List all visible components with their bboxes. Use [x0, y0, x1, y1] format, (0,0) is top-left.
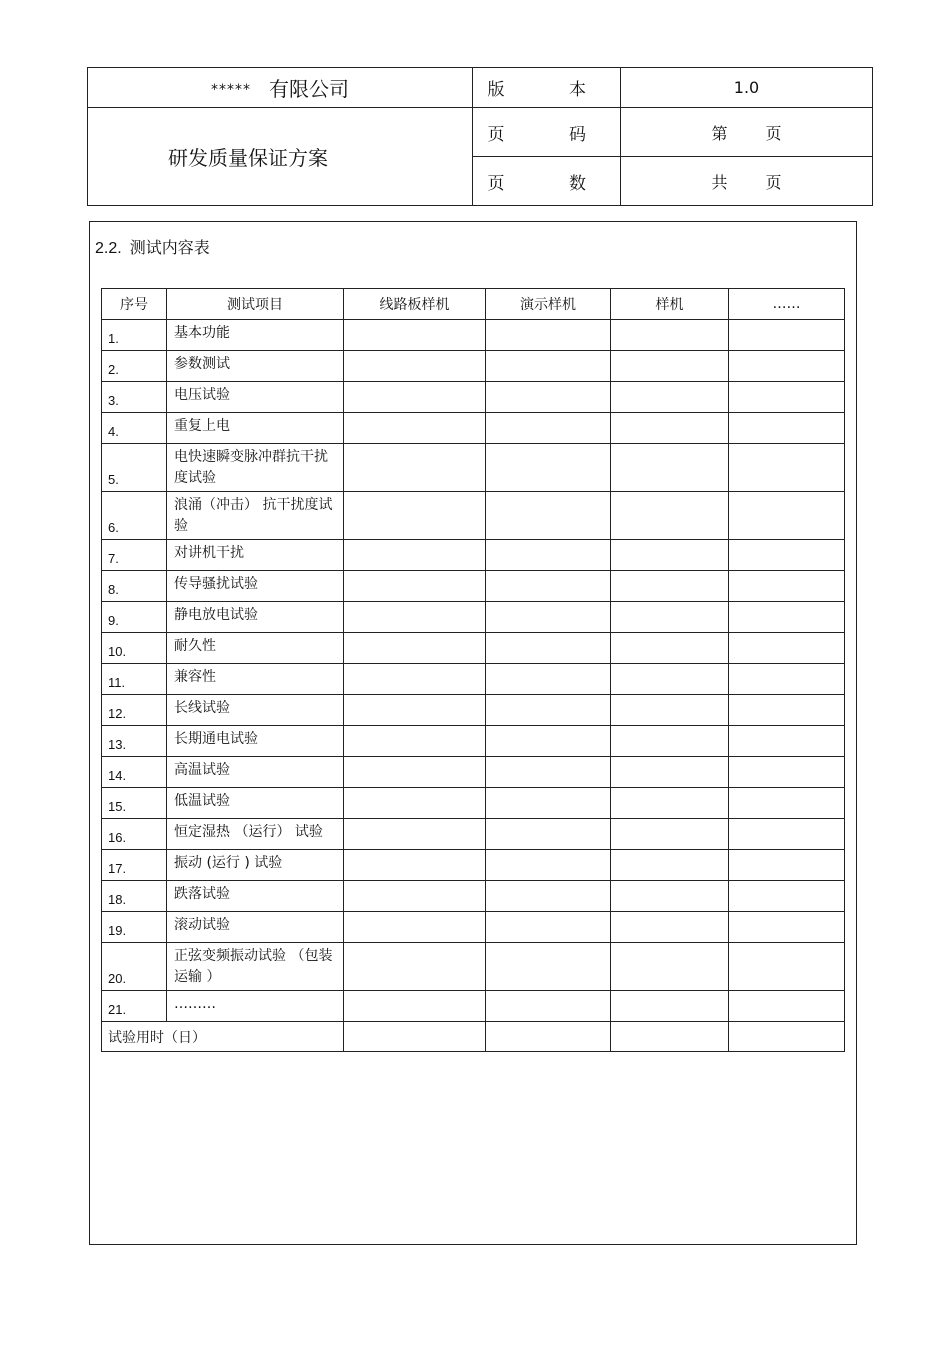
table-cell — [611, 695, 729, 726]
table-cell — [486, 492, 611, 540]
document-header — [87, 67, 873, 206]
table-row — [102, 571, 845, 602]
table-cell — [344, 695, 486, 726]
row-number: 19. — [102, 912, 167, 943]
table-cell — [486, 726, 611, 757]
table-cell — [486, 819, 611, 850]
company-name — [88, 68, 473, 108]
table-cell — [486, 351, 611, 382]
row-number: 8. — [102, 571, 167, 602]
table-cell — [611, 664, 729, 695]
version-value: 1.0 — [621, 68, 873, 108]
table-cell — [729, 664, 845, 695]
table-cell — [344, 881, 486, 912]
table-cell — [486, 1022, 611, 1052]
table-cell — [611, 991, 729, 1022]
test-item: 静电放电试验 — [167, 602, 344, 633]
test-item: 电快速瞬变脉冲群抗干扰度试验 — [167, 444, 344, 492]
table-row — [102, 382, 845, 413]
row-number: 12. — [102, 695, 167, 726]
table-footer-row — [102, 1022, 845, 1052]
table-cell — [611, 571, 729, 602]
test-item: 兼容性 — [167, 664, 344, 695]
table-cell — [486, 633, 611, 664]
table-cell — [486, 320, 611, 351]
version-label: 版 本 — [473, 68, 621, 108]
row-number: 9. — [102, 602, 167, 633]
table-row — [102, 664, 845, 695]
table-cell — [486, 991, 611, 1022]
table-cell — [344, 413, 486, 444]
table-cell — [344, 991, 486, 1022]
table-cell — [344, 757, 486, 788]
table-cell — [344, 602, 486, 633]
row-number: 3. — [102, 382, 167, 413]
test-item: 正弦变频振动试验 （包装运输 ） — [167, 943, 344, 991]
row-number: 20. — [102, 943, 167, 991]
table-cell — [486, 881, 611, 912]
table-cell — [344, 850, 486, 881]
test-item: 重复上电 — [167, 413, 344, 444]
table-row — [102, 881, 845, 912]
table-cell — [611, 881, 729, 912]
table-cell — [486, 382, 611, 413]
table-row — [102, 912, 845, 943]
table-cell — [344, 540, 486, 571]
table-cell — [729, 540, 845, 571]
test-item: 基本功能 — [167, 320, 344, 351]
test-item: 高温试验 — [167, 757, 344, 788]
table-row — [102, 726, 845, 757]
column-header: …… — [729, 289, 845, 320]
company-stars: ***** — [211, 82, 251, 98]
table-cell — [611, 943, 729, 991]
table-cell — [729, 571, 845, 602]
test-item: 参数测试 — [167, 351, 344, 382]
test-item: 长期通电试验 — [167, 726, 344, 757]
table-cell — [611, 850, 729, 881]
page-count-label: 页 数 — [473, 157, 621, 206]
table-cell — [611, 912, 729, 943]
table-row — [102, 991, 845, 1022]
table-row — [102, 943, 845, 991]
table-cell — [344, 351, 486, 382]
table-row — [102, 351, 845, 382]
table-cell — [344, 664, 486, 695]
table-cell — [486, 602, 611, 633]
row-number: 13. — [102, 726, 167, 757]
table-cell — [729, 881, 845, 912]
test-item: 振动 (运行 ) 试验 — [167, 850, 344, 881]
table-row — [102, 492, 845, 540]
table-cell — [344, 726, 486, 757]
table-cell — [486, 850, 611, 881]
table-cell — [611, 757, 729, 788]
table-cell — [344, 633, 486, 664]
table-cell — [729, 726, 845, 757]
table-cell — [344, 320, 486, 351]
table-cell — [344, 943, 486, 991]
test-item: 电压试验 — [167, 382, 344, 413]
table-cell — [344, 382, 486, 413]
table-cell — [486, 413, 611, 444]
table-cell — [729, 413, 845, 444]
column-header: 线路板样机 — [344, 289, 486, 320]
table-row — [102, 444, 845, 492]
table-cell — [486, 571, 611, 602]
table-cell — [729, 757, 845, 788]
table-row — [102, 633, 845, 664]
table-cell — [729, 602, 845, 633]
table-cell — [729, 912, 845, 943]
table-row — [102, 850, 845, 881]
table-cell — [344, 444, 486, 492]
table-cell — [611, 492, 729, 540]
table-cell — [729, 320, 845, 351]
row-number: 16. — [102, 819, 167, 850]
row-number: 15. — [102, 788, 167, 819]
table-cell — [729, 633, 845, 664]
test-item: 恒定湿热 （运行） 试验 — [167, 819, 344, 850]
table-row — [102, 695, 845, 726]
table-cell — [611, 633, 729, 664]
row-number: 18. — [102, 881, 167, 912]
test-item: 耐久性 — [167, 633, 344, 664]
document-title: 研发质量保证方案 — [88, 108, 473, 206]
column-header: 测试项目 — [167, 289, 344, 320]
table-row — [102, 540, 845, 571]
table-cell — [729, 850, 845, 881]
table-cell — [611, 602, 729, 633]
table-row — [102, 602, 845, 633]
table-header-row — [102, 289, 845, 320]
page-number-value: 第 页 — [621, 108, 873, 157]
table-cell — [729, 943, 845, 991]
footer-label: 试验用时（日） — [102, 1022, 344, 1052]
table-cell — [611, 540, 729, 571]
row-number: 17. — [102, 850, 167, 881]
table-cell — [611, 444, 729, 492]
test-item: 传导骚扰试验 — [167, 571, 344, 602]
table-cell — [729, 991, 845, 1022]
column-header: 序号 — [102, 289, 167, 320]
table-cell — [486, 695, 611, 726]
test-item: 长线试验 — [167, 695, 344, 726]
table-cell — [344, 788, 486, 819]
table-cell — [486, 540, 611, 571]
column-header: 样机 — [611, 289, 729, 320]
page-number-label: 页 码 — [473, 108, 621, 157]
row-number: 7. — [102, 540, 167, 571]
section-title: 测试内容表 — [129, 238, 210, 257]
table-cell — [344, 912, 486, 943]
table-cell — [486, 912, 611, 943]
table-cell — [611, 382, 729, 413]
table-cell — [611, 726, 729, 757]
row-number: 1. — [102, 320, 167, 351]
table-cell — [486, 664, 611, 695]
row-number: 11. — [102, 664, 167, 695]
table-cell — [344, 1022, 486, 1052]
test-item: 浪涌（冲击） 抗干扰度试验 — [167, 492, 344, 540]
table-cell — [344, 571, 486, 602]
table-cell — [729, 444, 845, 492]
table-row — [102, 413, 845, 444]
row-number: 10. — [102, 633, 167, 664]
row-number: 21. — [102, 991, 167, 1022]
table-cell — [611, 819, 729, 850]
table-row — [102, 788, 845, 819]
table-row — [102, 819, 845, 850]
table-row — [102, 320, 845, 351]
test-content-table — [101, 288, 845, 1052]
table-cell — [611, 413, 729, 444]
table-cell — [729, 492, 845, 540]
table-cell — [486, 788, 611, 819]
table-cell — [729, 819, 845, 850]
table-cell — [611, 1022, 729, 1052]
table-cell — [729, 1022, 845, 1052]
table-cell — [486, 757, 611, 788]
table-cell — [729, 351, 845, 382]
table-cell — [486, 444, 611, 492]
row-number: 6. — [102, 492, 167, 540]
section-number: 2.2. — [95, 240, 122, 257]
test-item: 跌落试验 — [167, 881, 344, 912]
company-name-text: 有限公司 — [269, 77, 349, 101]
row-number: 14. — [102, 757, 167, 788]
table-row — [102, 757, 845, 788]
row-number: 4. — [102, 413, 167, 444]
test-item: ……… — [167, 991, 344, 1022]
table-cell — [344, 492, 486, 540]
table-cell — [729, 695, 845, 726]
table-cell — [486, 943, 611, 991]
test-item: 对讲机干扰 — [167, 540, 344, 571]
table-cell — [611, 320, 729, 351]
page-count-value: 共 页 — [621, 157, 873, 206]
table-cell — [344, 819, 486, 850]
test-item: 低温试验 — [167, 788, 344, 819]
table-cell — [611, 351, 729, 382]
test-item: 滚动试验 — [167, 912, 344, 943]
row-number: 2. — [102, 351, 167, 382]
column-header: 演示样机 — [486, 289, 611, 320]
section-heading — [95, 235, 210, 258]
table-cell — [611, 788, 729, 819]
table-cell — [729, 382, 845, 413]
content-frame — [89, 221, 857, 1245]
row-number: 5. — [102, 444, 167, 492]
table-cell — [729, 788, 845, 819]
